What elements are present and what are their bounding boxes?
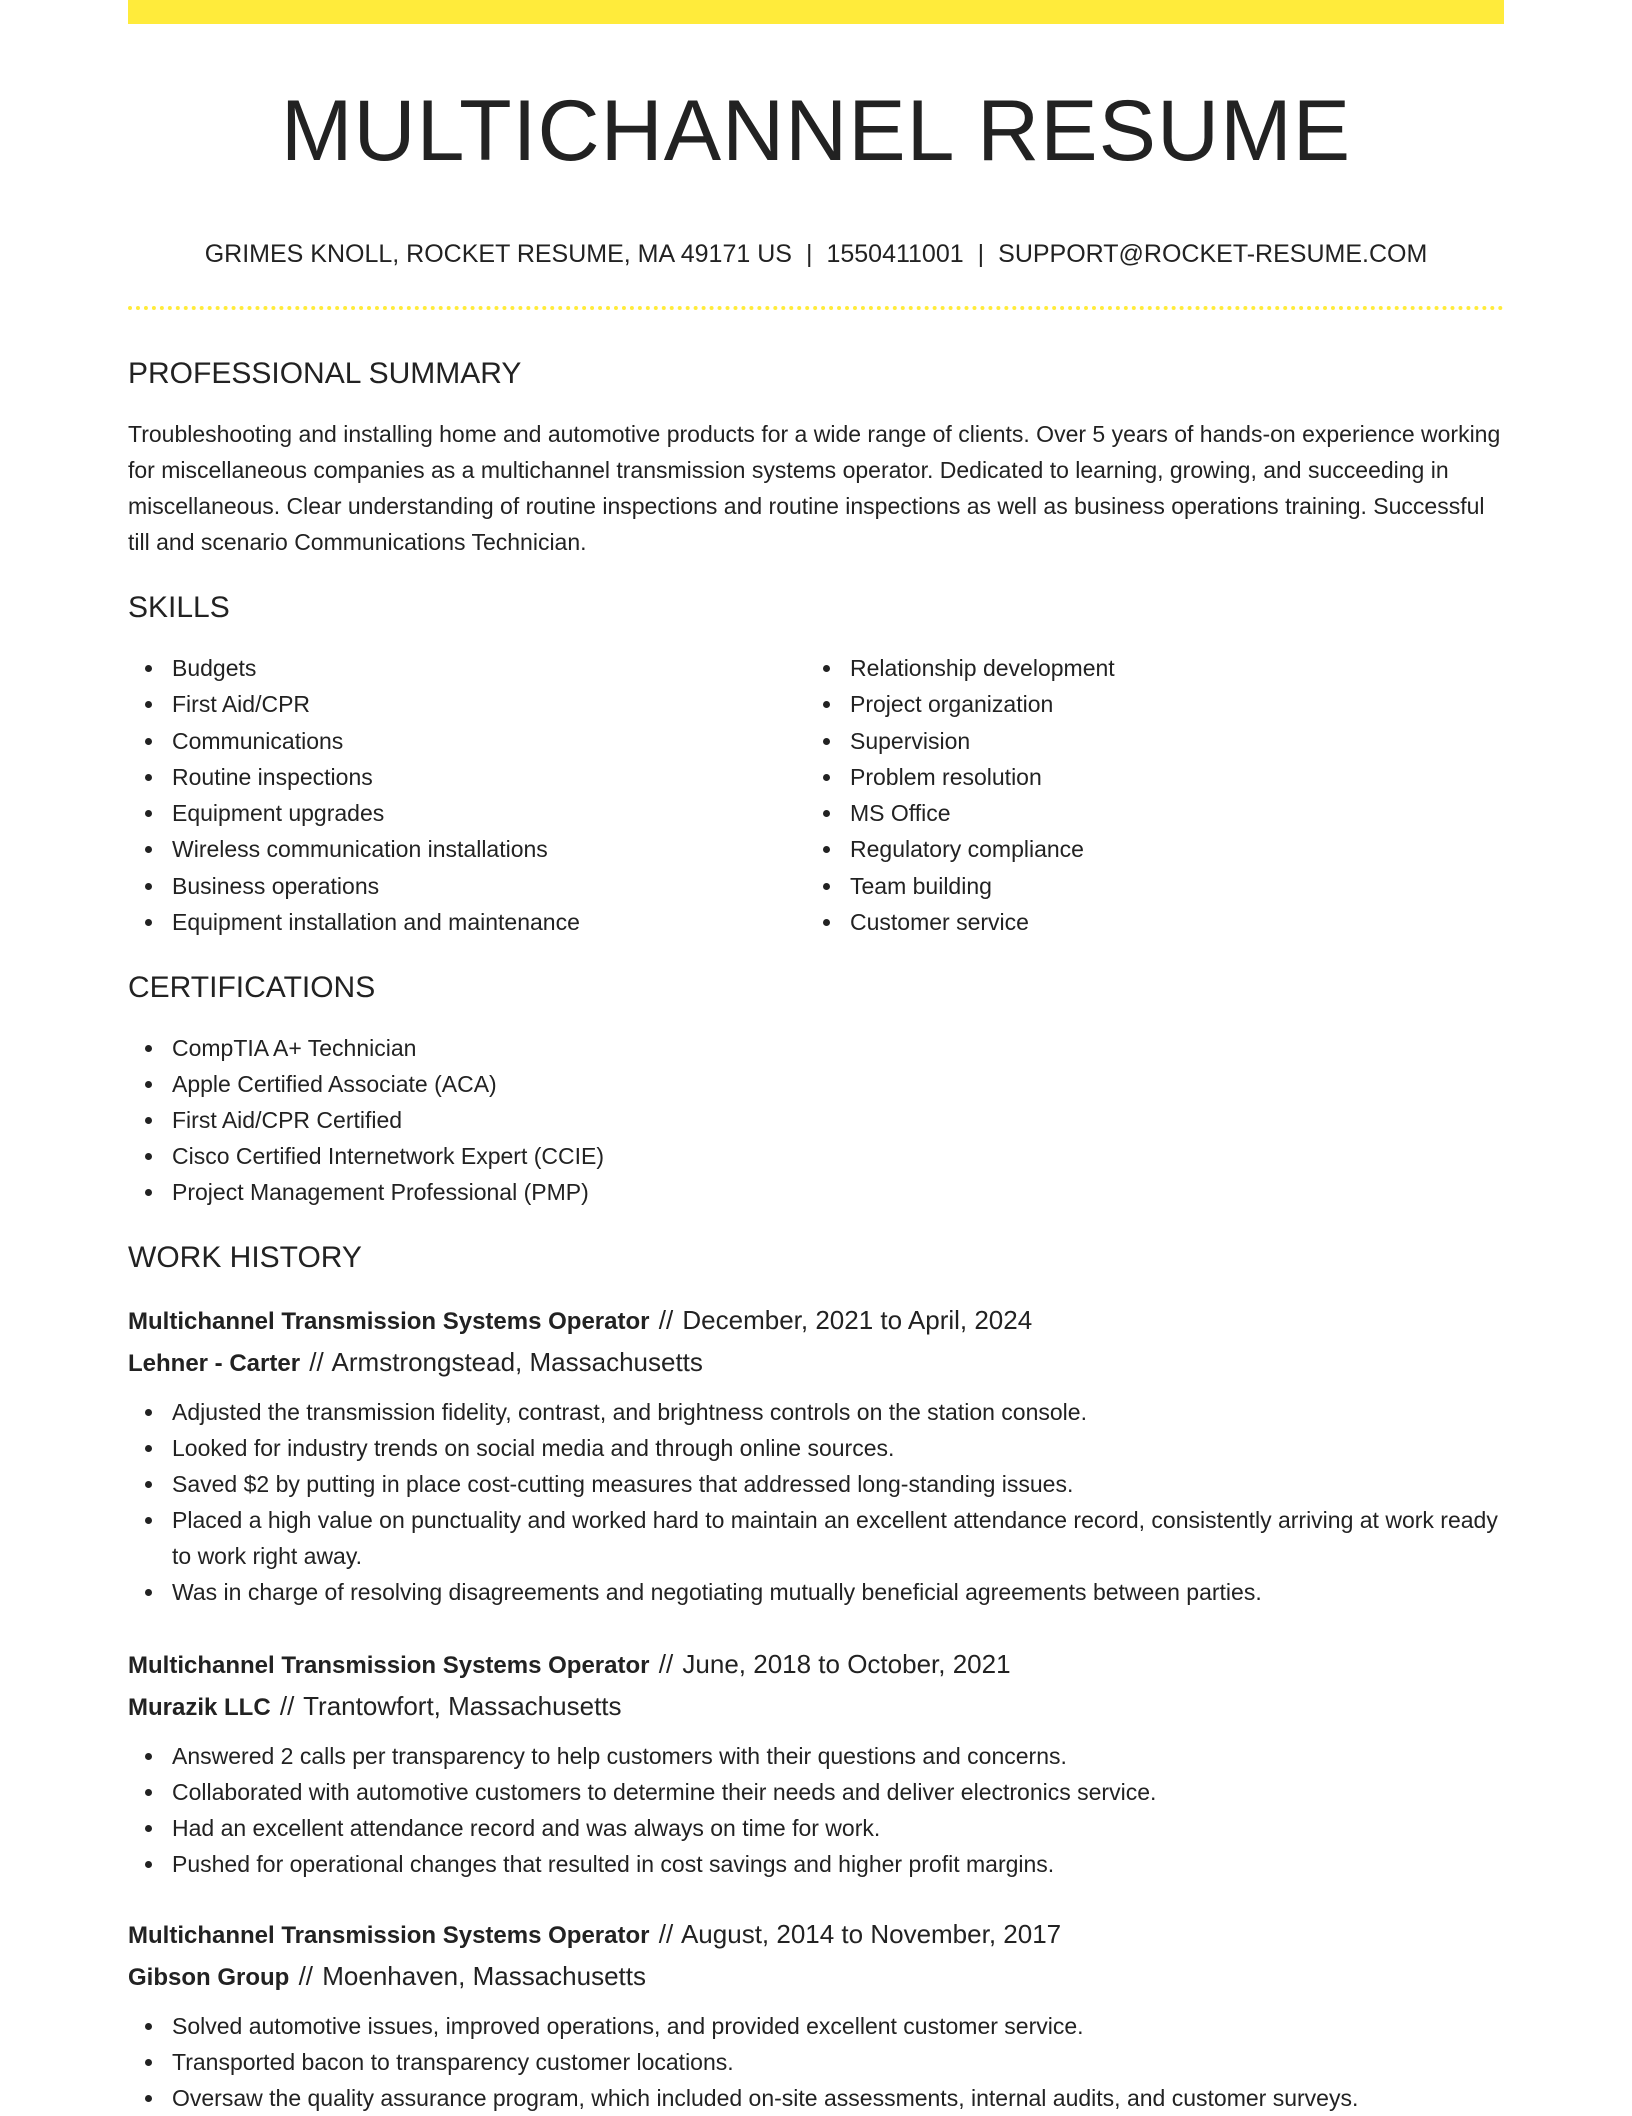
job-separator: // (658, 1649, 674, 1679)
job-duty: Solved automotive issues, improved operations, and provided excellent customer service. (128, 2008, 1504, 2044)
job-dates: December, 2021 to April, 2024 (682, 1305, 1033, 1335)
job-duties-list (128, 1738, 1504, 1882)
job-separator: // (309, 1347, 324, 1377)
resume-title: MULTICHANNEL RESUME (280, 83, 1352, 179)
job-title-line (128, 1914, 1504, 1956)
summary-heading: PROFESSIONAL SUMMARY (128, 357, 522, 390)
certification-item: First Aid/CPR Certified (128, 1102, 1504, 1138)
skills-column-left (128, 650, 798, 940)
skill-item: Relationship development (806, 650, 1496, 686)
skill-item: Equipment upgrades (128, 795, 798, 831)
job-entry (128, 1644, 1504, 1882)
contact-address: GRIMES KNOLL, ROCKET RESUME, MA 49171 US (204, 240, 792, 268)
job-duty: Saved $2 by putting in place cost-cutting measures that addressed long-standing issues. (128, 1466, 1504, 1502)
job-entry (128, 1300, 1504, 1610)
skill-item: Routine inspections (128, 759, 798, 795)
job-company: Murazik LLC (128, 1694, 271, 1721)
skill-item: Problem resolution (806, 759, 1496, 795)
job-duty: Answered 2 calls per transparency to help customers with their questions and concerns. (128, 1738, 1504, 1774)
skill-item: First Aid/CPR (128, 686, 798, 722)
job-title: Multichannel Transmission Systems Operator (128, 1652, 650, 1679)
job-dates: June, 2018 to October, 2021 (682, 1649, 1011, 1679)
job-company-line (128, 1342, 1504, 1384)
certification-item: Project Management Professional (PMP) (128, 1174, 1504, 1210)
job-title-line (128, 1300, 1504, 1342)
job-separator: // (298, 1961, 314, 1991)
contact-line (128, 236, 1504, 272)
skills-list-left (128, 650, 798, 940)
job-duty: Placed a high value on punctuality and worked hard to maintain an excellent attendance record, consistently arriving at work ready to work right away. (128, 1502, 1504, 1574)
certification-item: Cisco Certified Internetwork Expert (CCIE) (128, 1138, 1504, 1174)
job-title: Multichannel Transmission Systems Operator (128, 1308, 650, 1335)
skill-item: Budgets (128, 650, 798, 686)
job-title: Multichannel Transmission Systems Operator (128, 1922, 650, 1949)
top-accent-bar (128, 0, 1504, 24)
job-duty: Looked for industry trends on social media and through online sources. (128, 1430, 1504, 1466)
skill-item: Customer service (806, 904, 1496, 940)
job-location: Armstrongstead, Massachusetts (331, 1347, 703, 1377)
job-location: Moenhaven, Massachusetts (322, 1961, 646, 1991)
job-duty: Was in charge of resolving disagreements and negotiating mutually beneficial agreements between parties. (128, 1574, 1504, 1610)
skill-item: MS Office (806, 795, 1496, 831)
job-duty: Adjusted the transmission fidelity, contrast, and brightness controls on the station console. (128, 1394, 1504, 1430)
skills-heading: SKILLS (128, 591, 230, 624)
job-separator: // (658, 1919, 674, 1949)
job-duty: Transported bacon to transparency customer locations. (128, 2044, 1504, 2080)
skill-item: Team building (806, 868, 1496, 904)
skill-item: Project organization (806, 686, 1496, 722)
job-duty: Oversaw the quality assurance program, which included on-site assessments, internal audits, and customer surveys. (128, 2080, 1504, 2116)
skills-list-right (806, 650, 1496, 940)
job-company: Gibson Group (128, 1964, 290, 1991)
contact-email: SUPPORT@ROCKET-RESUME.COM (998, 240, 1428, 268)
job-location: Trantowfort, Massachusetts (303, 1691, 622, 1721)
job-entry (128, 1914, 1504, 2116)
certification-item: CompTIA A+ Technician (128, 1030, 1504, 1066)
certification-item: Apple Certified Associate (ACA) (128, 1066, 1504, 1102)
job-title-line (128, 1644, 1504, 1686)
job-duties-list (128, 2008, 1504, 2116)
summary-text: Troubleshooting and installing home and automotive products for a wide range of clients. Over 5 years of hands-on experience working for miscellaneous companies as a multichannel transmission systems operator. Dedicated to learning, growing, and succeeding in miscellaneous. Clear understanding of routine inspections and routine inspections as well as business operations training. Successful till and scenario Communications Technician. (128, 421, 1501, 555)
contact-separator: | (805, 240, 813, 268)
skill-item: Business operations (128, 868, 798, 904)
skill-item: Wireless communication installations (128, 831, 798, 867)
job-company-line (128, 1956, 1504, 1998)
job-duty: Collaborated with automotive customers to determine their needs and deliver electronics service. (128, 1774, 1504, 1810)
job-duty: Had an excellent attendance record and was always on time for work. (128, 1810, 1504, 1846)
certifications-heading: CERTIFICATIONS (128, 971, 376, 1004)
job-duties-list (128, 1394, 1504, 1610)
certifications-block (128, 1030, 1504, 1210)
job-separator: // (658, 1305, 674, 1335)
skill-item: Regulatory compliance (806, 831, 1496, 867)
header-divider (128, 306, 1504, 310)
skill-item: Equipment installation and maintenance (128, 904, 798, 940)
job-separator: // (279, 1691, 295, 1721)
skills-column-right (806, 650, 1496, 940)
job-duty: Pushed for operational changes that resulted in cost savings and higher profit margins. (128, 1846, 1504, 1882)
job-dates: August, 2014 to November, 2017 (680, 1919, 1062, 1949)
work-history-heading: WORK HISTORY (128, 1241, 362, 1274)
skill-item: Communications (128, 723, 798, 759)
job-company: Lehner - Carter (128, 1350, 301, 1377)
job-company-line (128, 1686, 1504, 1728)
contact-phone: 1550411001 (826, 240, 964, 268)
contact-separator: | (977, 240, 985, 268)
skill-item: Supervision (806, 723, 1496, 759)
certifications-list (128, 1030, 1504, 1210)
